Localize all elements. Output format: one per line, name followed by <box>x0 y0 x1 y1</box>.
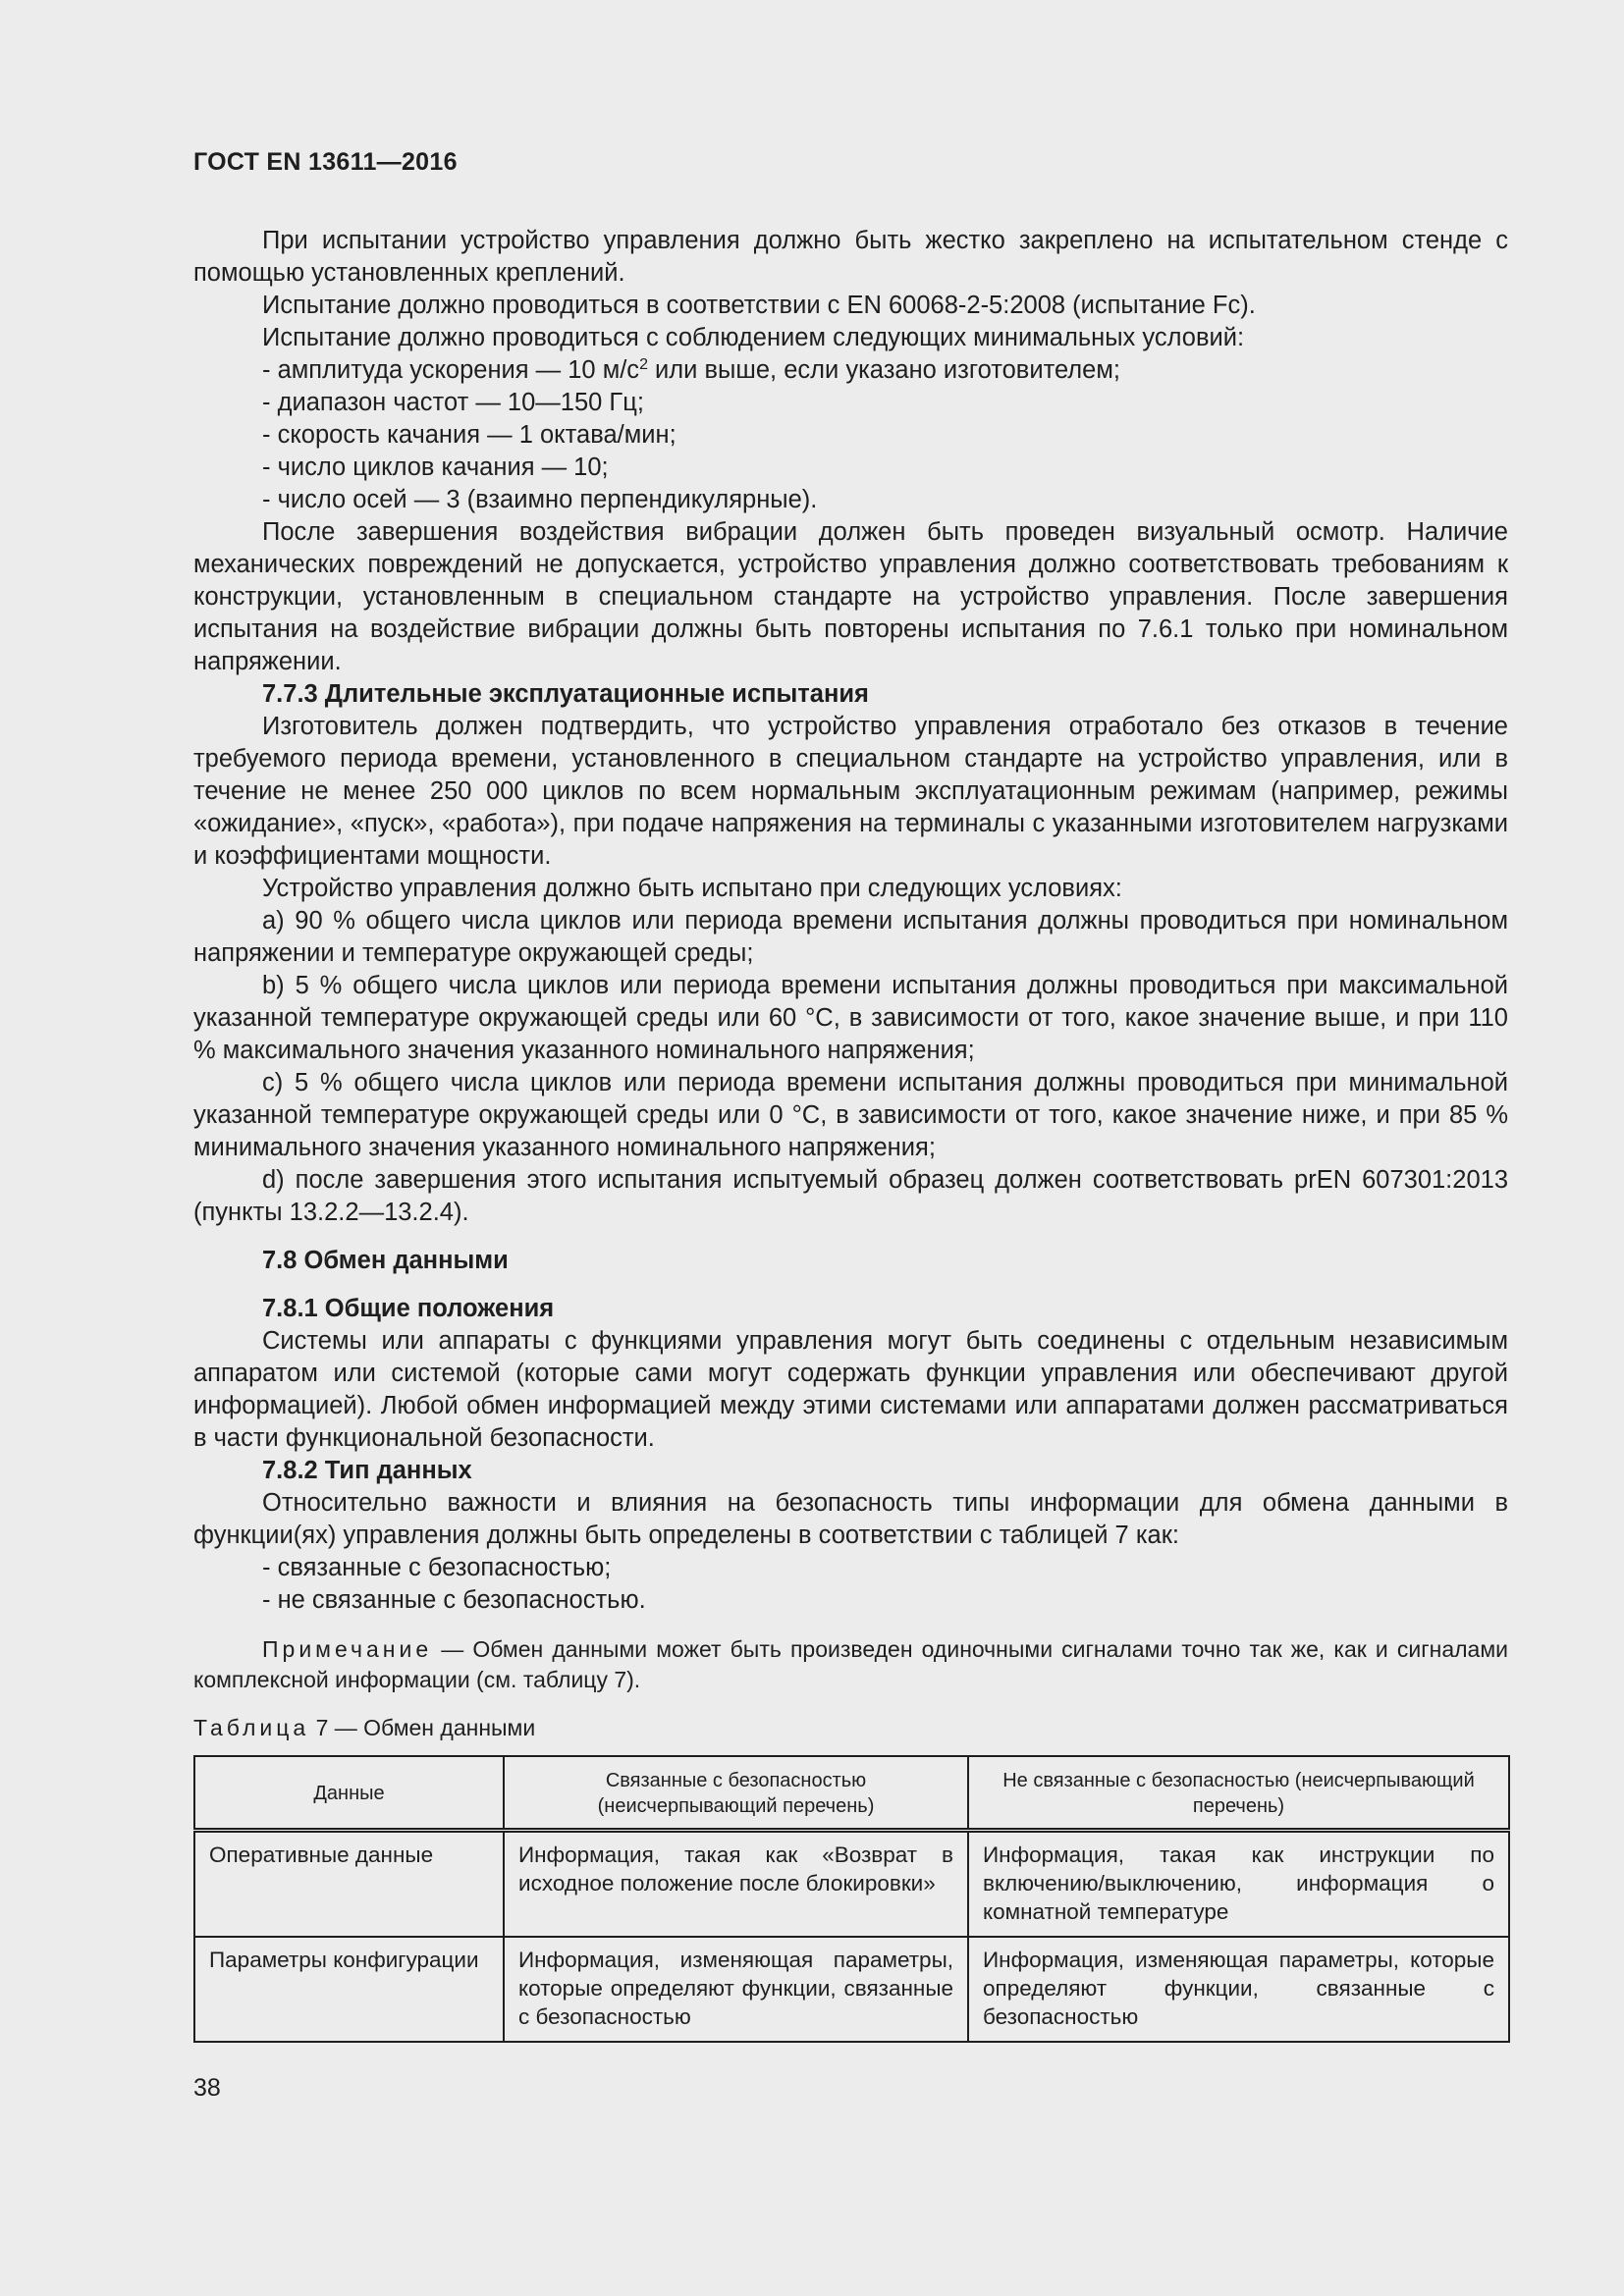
table-header-cell: Не связанные с безопасностью (неисчерпывающий перечень) <box>968 1756 1509 1831</box>
table-header-cell: Связанные с безопасностью (неисчерпывающий перечень) <box>504 1756 968 1831</box>
list-item: - связанные с безопасностью; <box>262 1554 612 1581</box>
table-row <box>194 1831 1509 1938</box>
paragraph: Системы или аппараты с функциями управления могут быть соединены с отдельным независимым аппаратом или системой (которые сами могут содержать функции управления или обеспечивают другой информацией). Любой обмен информацией между этими системами или аппаратами должен рассматриваться в части функциональной безопасности. <box>193 1327 1508 1452</box>
section-heading-7-8-1: 7.8.1 Общие положения <box>262 1295 555 1322</box>
condition-item-a: a) 90 % общего числа циклов или периода времени испытания должны проводиться при номинальном напряжении и температуре окружающей среды; <box>193 907 1508 967</box>
list-item: - скорость качания — 1 октава/мин; <box>262 421 677 449</box>
list-item: - число циклов качания — 10; <box>262 454 609 481</box>
note <box>193 1634 1508 1695</box>
table-caption-label: Таблица <box>193 1715 310 1740</box>
section-heading-7-8: 7.8 Обмен данными <box>262 1247 509 1274</box>
table-header-cell: Данные <box>194 1756 504 1831</box>
list-item: - число осей — 3 (взаимно перпендикулярные). <box>262 486 818 513</box>
list-item-text: - амплитуда ускорения — 10 м/с <box>262 356 640 384</box>
paragraph: Относительно важности и влияния на безопасность типы информации для обмена данными в функции(ях) управления должны быть определены в соответствии с таблицей 7 как: <box>193 1489 1508 1549</box>
table-cell: Информация, изменяющая параметры, которые определяют функции, связанные с безопасностью <box>968 1937 1509 2042</box>
condition-item-d: d) после завершения этого испытания испытуемый образец должен соответствовать prEN 607301:2013 (пункты 13.2.2—13.2.4). <box>193 1166 1508 1226</box>
table-cell: Информация, такая как «Возврат в исходное положение после блокировки» <box>504 1831 968 1938</box>
paragraph: Испытание должно проводиться в соответствии с EN 60068-2-5:2008 (испытание Fc). <box>262 292 1256 319</box>
superscript: 2 <box>639 356 648 373</box>
paragraph: Устройство управления должно быть испытано при следующих условиях: <box>262 875 1122 902</box>
table-cell: Параметры конфигурации <box>194 1937 504 2042</box>
table-caption-text: 7 — Обмен данными <box>309 1715 536 1740</box>
paragraph: Изготовитель должен подтвердить, что устройство управления отработало без отказов в течение требуемого периода времени, установленного в специальном стандарте на устройство управления, или в течение не менее 250 000 циклов по всем нормальным эксплуатационным режимам (например, режимы «ожидание», «пуск», «работа»), при подаче напряжения на терминалы с указанными изготовителем нагрузками и коэффициентами мощности. <box>193 713 1508 870</box>
list-item-text: или выше, если указано изготовителем; <box>647 356 1120 384</box>
condition-item-b: b) 5 % общего числа циклов или периода времени испытания должны проводиться при максимальной указанной температуре окружающей среды или 60 °С, в зависимости от того, какое значение выше, и при 110 % максимального значения указанного номинального напряжения; <box>193 972 1508 1064</box>
paragraph: После завершения воздействия вибрации должен быть проведен визуальный осмотр. Наличие механических повреждений не допускается, устройство управления должно соответствовать требованиям к конструкции, установленным в специальном стандарте на устройство управления. После завершения испытания на воздействие вибрации должны быть повторены испытания по 7.6.1 только при номинальном напряжении. <box>193 518 1508 675</box>
list-item <box>193 354 1508 387</box>
note-text: — Обмен данными может быть произведен одиночными сигналами точно так же, как и сигналами комплексной информации (см. таблицу 7). <box>193 1636 1508 1692</box>
page-number: 38 <box>193 2074 221 2102</box>
data-exchange-table <box>193 1755 1510 2043</box>
table-caption <box>193 1713 1508 1743</box>
table-cell: Информация, изменяющая параметры, которые определяют функции, связанные с безопасностью <box>504 1937 968 2042</box>
page-content <box>193 225 1508 2043</box>
section-heading-7-8-2: 7.8.2 Тип данных <box>262 1457 472 1484</box>
table-cell: Информация, такая как инструкции по включению/выключению, информация о комнатной температуре <box>968 1831 1509 1938</box>
paragraph: При испытании устройство управления должно быть жестко закреплено на испытательном стенде с помощью установленных креплений. <box>193 227 1508 287</box>
note-label: Примечание <box>262 1636 433 1662</box>
table-cell: Оперативные данные <box>194 1831 504 1938</box>
table-header-row <box>194 1756 1509 1831</box>
paragraph: Испытание должно проводиться с соблюдением следующих минимальных условий: <box>262 324 1245 351</box>
table-row <box>194 1937 1509 2042</box>
standard-header: ГОСТ EN 13611—2016 <box>193 148 458 176</box>
list-item: - не связанные с безопасностью. <box>262 1586 646 1614</box>
condition-item-c: c) 5 % общего числа циклов или периода времени испытания должны проводиться при минимальной указанной температуре окружающей среды или 0 °С, в зависимости от того, какое значение ниже, и при 85 % минимального значения указанного номинального напряжения; <box>193 1069 1508 1161</box>
list-item: - диапазон частот — 10—150 Гц; <box>262 389 644 416</box>
section-heading-7-7-3: 7.7.3 Длительные эксплуатационные испытания <box>262 680 869 708</box>
